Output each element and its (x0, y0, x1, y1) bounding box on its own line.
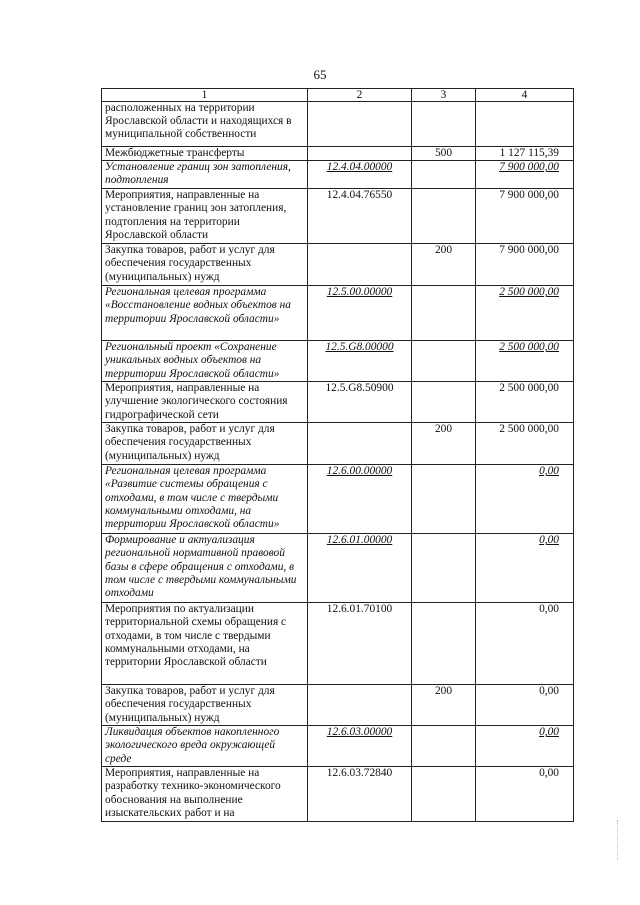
row-sum-cell-text: 0,00 (539, 465, 559, 478)
row-sum-cell (476, 767, 574, 822)
row-code-cell-text: 12.5.G8.50900 (325, 382, 394, 395)
row-name-cell-text: Мероприятия по актуализации территориальной схемы обращения с отходами, в том числе с твердыми коммунальными отходами, на территории Ярославской области (105, 603, 287, 669)
row-code-cell (308, 189, 412, 244)
row-name-cell-text: Мероприятия, направленные на установление границ зон затопления, подтопления на территории Ярославской области (105, 189, 287, 241)
header-cell-3: 3 (412, 89, 476, 102)
row-type-cell (412, 382, 476, 423)
row-type-cell (412, 102, 476, 147)
table-row (102, 102, 574, 147)
row-code-cell (308, 767, 412, 822)
table-row (102, 341, 574, 382)
row-sum-cell-text: 0,00 (539, 726, 559, 739)
row-name-cell-text: Закупка товаров, работ и услуг для обеспечения государственных (муниципальных) нужд (105, 423, 275, 462)
row-code-cell-text: 12.5.00.00000 (326, 286, 393, 299)
table-row (102, 767, 574, 822)
row-code-cell (308, 286, 412, 341)
row-sum-cell-text: 2 500 000,00 (499, 341, 559, 354)
row-name-cell (102, 161, 308, 189)
row-code-cell (308, 685, 412, 726)
row-sum-cell (476, 102, 574, 147)
row-sum-cell-text: 2 500 000,00 (499, 382, 559, 395)
row-name-cell (102, 341, 308, 382)
row-code-cell (308, 382, 412, 423)
row-code-cell (308, 341, 412, 382)
row-type-cell (412, 685, 476, 726)
row-sum-cell-text: 7 900 000,00 (499, 161, 559, 174)
row-sum-cell (476, 341, 574, 382)
page-number: 65 (313, 67, 327, 82)
row-sum-cell (476, 147, 574, 161)
row-code-cell-text: 12.5.G8.00000 (325, 341, 394, 354)
row-type-cell (412, 341, 476, 382)
row-sum-cell-text: 0,00 (539, 685, 559, 698)
table-row (102, 244, 574, 286)
row-type-cell (412, 161, 476, 189)
row-code-cell-text: 12.6.03.72840 (326, 767, 393, 780)
row-name-cell (102, 465, 308, 534)
row-type-cell-text: 200 (434, 423, 453, 436)
row-sum-cell (476, 534, 574, 603)
row-code-cell (308, 161, 412, 189)
table-body (102, 89, 574, 822)
row-type-cell (412, 603, 476, 685)
row-name-cell-text: Межбюджетные трансферты (105, 147, 245, 159)
row-name-cell-text: Региональная целевая программа «Развитие системы обращения с отходами, в том числе с твердыми коммунальными отходами, на территории Ярославской области» (105, 465, 280, 531)
row-type-cell (412, 767, 476, 822)
table-header-row (102, 89, 574, 102)
row-sum-cell-text: 2 500 000,00 (499, 423, 559, 436)
row-sum-cell-text: 7 900 000,00 (499, 244, 559, 257)
row-code-cell (308, 147, 412, 161)
row-name-cell (102, 382, 308, 423)
row-sum-cell (476, 189, 574, 244)
table-row (102, 382, 574, 423)
row-name-cell (102, 286, 308, 341)
row-name-cell-text: Закупка товаров, работ и услуг для обеспечения государственных (муниципальных) нужд (105, 685, 275, 724)
row-sum-cell (476, 244, 574, 286)
row-sum-cell-text: 0,00 (539, 534, 559, 547)
row-name-cell (102, 423, 308, 465)
row-code-cell (308, 423, 412, 465)
row-sum-cell (476, 286, 574, 341)
row-name-cell-text: Закупка товаров, работ и услуг для обеспечения государственных (муниципальных) нужд (105, 244, 275, 283)
table-row (102, 685, 574, 726)
row-code-cell-text: 12.6.00.00000 (326, 465, 393, 478)
table-row (102, 189, 574, 244)
table-row (102, 423, 574, 465)
row-sum-cell-text: 0,00 (539, 603, 559, 616)
row-name-cell (102, 767, 308, 822)
scan-artifact (617, 820, 624, 860)
row-code-cell-text: 12.6.01.00000 (326, 534, 393, 547)
row-name-cell (102, 102, 308, 147)
row-code-cell-text: 12.6.03.00000 (326, 726, 393, 739)
table-row (102, 726, 574, 767)
row-code-cell (308, 102, 412, 147)
row-name-cell-text: Региональный проект «Сохранение уникальных водных объектов на территории Ярославской области» (105, 341, 280, 380)
row-name-cell (102, 726, 308, 767)
row-sum-cell (476, 465, 574, 534)
row-type-cell-text: 200 (434, 244, 453, 257)
row-code-cell (308, 603, 412, 685)
table-row (102, 465, 574, 534)
budget-table (101, 88, 574, 822)
table-row (102, 603, 574, 685)
row-sum-cell (476, 161, 574, 189)
row-type-cell (412, 726, 476, 767)
row-sum-cell (476, 685, 574, 726)
row-name-cell (102, 534, 308, 603)
row-type-cell-text: 200 (434, 685, 453, 698)
row-name-cell (102, 244, 308, 286)
table-row (102, 286, 574, 341)
row-sum-cell (476, 726, 574, 767)
row-name-cell (102, 685, 308, 726)
row-sum-cell (476, 603, 574, 685)
header-cell-1: 1 (102, 89, 308, 102)
row-code-cell-text: 12.6.01.70100 (326, 603, 393, 616)
row-type-cell (412, 286, 476, 341)
row-code-cell (308, 244, 412, 286)
row-name-cell (102, 603, 308, 685)
row-sum-cell (476, 382, 574, 423)
row-type-cell (412, 147, 476, 161)
row-sum-cell-text: 7 900 000,00 (499, 189, 559, 202)
row-type-cell-text: 500 (434, 147, 453, 159)
row-sum-cell-text: 1 127 115,39 (499, 147, 559, 159)
table-row (102, 147, 574, 161)
row-sum-cell (476, 423, 574, 465)
row-type-cell (412, 534, 476, 603)
row-code-cell (308, 726, 412, 767)
row-code-cell-text: 12.4.04.76550 (326, 189, 393, 202)
row-type-cell (412, 423, 476, 465)
row-type-cell (412, 189, 476, 244)
row-name-cell (102, 189, 308, 244)
header-cell-4: 4 (476, 89, 574, 102)
row-type-cell (412, 244, 476, 286)
row-sum-cell-text: 0,00 (539, 767, 559, 780)
row-code-cell-text: 12.4.04.00000 (326, 161, 393, 174)
table-row (102, 534, 574, 603)
row-name-cell (102, 147, 308, 161)
row-code-cell (308, 534, 412, 603)
header-cell-2: 2 (308, 89, 412, 102)
row-sum-cell-text: 2 500 000,00 (499, 286, 559, 299)
row-code-cell (308, 465, 412, 534)
row-name-cell-text: Мероприятия, направленные на разработку технико-экономического обоснования на выполнение изыскательских работ и на (105, 767, 281, 819)
row-name-cell-text: Ликвидация объектов накопленного экологического вреда окружающей среде (105, 726, 280, 765)
table-row (102, 161, 574, 189)
row-type-cell (412, 465, 476, 534)
row-name-cell-text: расположенных на территории Ярославской области и находящихся в муниципальной собственности (105, 102, 292, 141)
row-name-cell-text: Мероприятия, направленные на улучшение экологического состояния гидрографической сети (105, 382, 288, 421)
row-name-cell-text: Формирование и актуализация региональной нормативной правовой базы в сфере обращения с отходами, в том числе с твердыми коммунальными отходами (105, 534, 297, 600)
row-name-cell-text: Региональная целевая программа «Восстановление водных объектов на территории Ярославской области» (105, 286, 291, 325)
row-name-cell-text: Установление границ зон затопления, подтопления (105, 161, 291, 187)
